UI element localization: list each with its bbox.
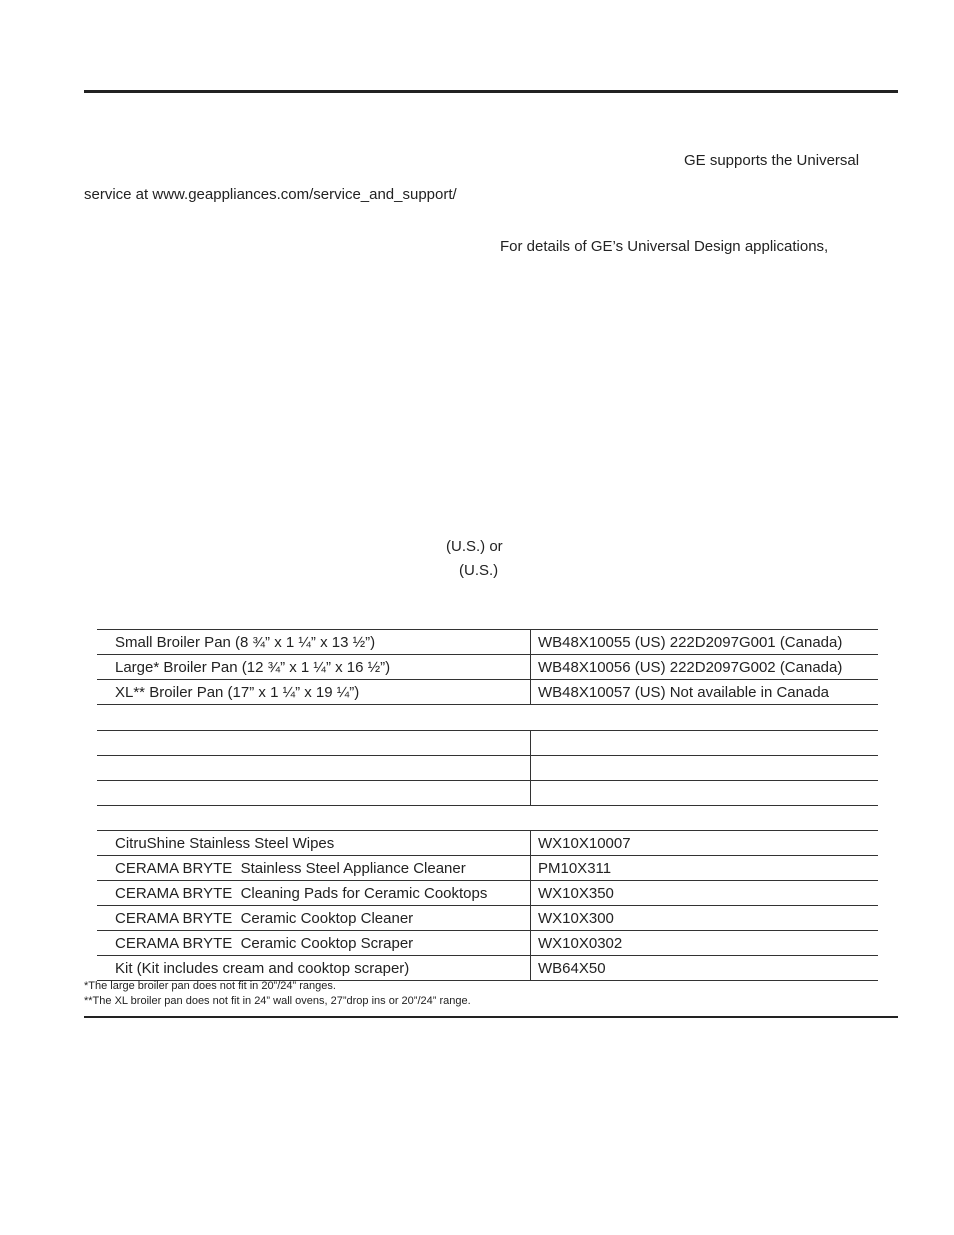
bottom-rule	[84, 1016, 898, 1018]
cleaner-table	[97, 830, 878, 981]
body-text-line: service at www.geappliances.com/service_and_support/	[84, 186, 457, 203]
item-cell: Kit (Kit includes cream and cooktop scraper)	[115, 960, 410, 977]
table-row	[97, 906, 878, 931]
part-number-cell: WB48X10055 (US) 222D2097G001 (Canada)	[538, 634, 843, 651]
body-text-line: (U.S.) or	[446, 538, 503, 555]
table-row	[97, 931, 878, 956]
item-cell: Small Broiler Pan (8 ¾” x 1 ¼” x 13 ½”)	[115, 634, 376, 651]
table-row	[97, 756, 878, 781]
table-row	[97, 781, 878, 806]
body-text-line: GE supports the Universal	[684, 152, 860, 169]
part-number-cell: WX10X10007	[538, 835, 631, 852]
item-cell: CitruShine Stainless Steel Wipes	[115, 835, 335, 852]
table-row	[97, 655, 878, 680]
item-cell: XL** Broiler Pan (17” x 1 ¼” x 19 ¼”)	[115, 684, 360, 701]
item-cell: CERAMA BRYTE Ceramic Cooktop Scraper	[115, 935, 414, 952]
blank-table	[97, 730, 878, 806]
body-text-line: For details of GE’s Universal Design applications,	[500, 238, 829, 255]
table-row	[97, 629, 878, 655]
part-number-cell: WB64X50	[538, 960, 606, 977]
item-cell: CERAMA BRYTE Cleaning Pads for Ceramic Cooktops	[115, 885, 488, 902]
table-row	[97, 680, 878, 705]
top-rule	[84, 90, 898, 93]
part-number-cell: WX10X0302	[538, 935, 623, 952]
footnote: **The XL broiler pan does not fit in 24” wall ovens, 27”drop ins or 20”/24” range.	[84, 995, 471, 1007]
footnote: *The large broiler pan does not fit in 20”/24” ranges.	[84, 980, 336, 992]
table-row	[97, 830, 878, 856]
table-row	[97, 730, 878, 756]
part-number-cell: WX10X300	[538, 910, 614, 927]
part-number-cell: WB48X10057 (US) Not available in Canada	[538, 684, 829, 701]
table-row	[97, 856, 878, 881]
body-text-line: (U.S.)	[459, 562, 499, 579]
part-number-cell: WB48X10056 (US) 222D2097G002 (Canada)	[538, 659, 843, 676]
part-number-cell: PM10X311	[538, 860, 612, 877]
broiler-pan-table	[97, 629, 878, 705]
part-number-cell: WX10X350	[538, 885, 614, 902]
table-row	[97, 956, 878, 981]
item-cell: CERAMA BRYTE Stainless Steel Appliance Cleaner	[115, 860, 466, 877]
item-cell: Large* Broiler Pan (12 ¾” x 1 ¼” x 16 ½”)	[115, 659, 391, 676]
item-cell: CERAMA BRYTE Ceramic Cooktop Cleaner	[115, 910, 414, 927]
table-row	[97, 881, 878, 906]
